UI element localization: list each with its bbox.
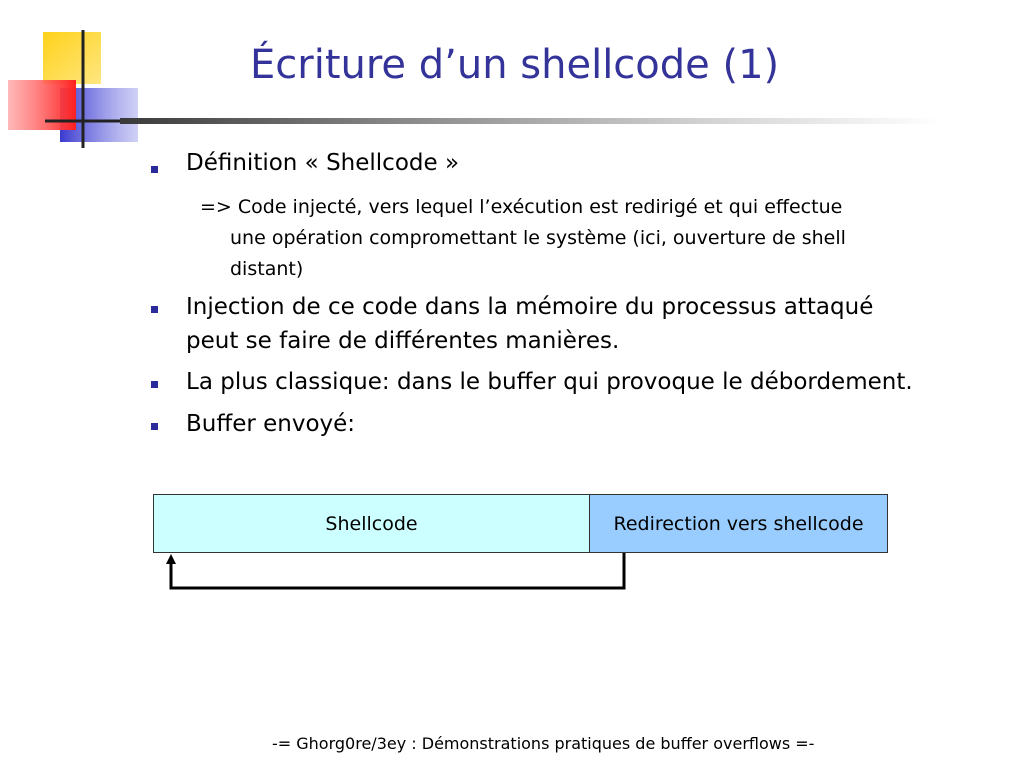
decorative-squares-logo xyxy=(0,0,150,150)
title-underline xyxy=(120,118,940,124)
bullet-marker xyxy=(151,306,158,313)
bullet-definition: Définition « Shellcode » xyxy=(186,150,460,176)
bullet-injection xyxy=(186,290,873,358)
bullet-marker xyxy=(151,381,158,388)
bullet-buffer-sent: Buffer envoyé: xyxy=(186,411,356,437)
slide-footer: -= Ghorg0re/3ey : Démonstrations pratiques de buffer overflows =- xyxy=(272,734,815,753)
bullet-marker xyxy=(151,423,158,430)
definition-line-2: une opération compromettant le système (ici, ouverture de shell xyxy=(230,227,846,249)
definition-line-1: => Code injecté, vers lequel l’exécution est redirigé et qui effectue xyxy=(200,196,843,218)
redirection-arrow xyxy=(150,550,650,600)
slide-title: Écriture d’un shellcode (1) xyxy=(250,42,780,88)
injection-line-2: peut se faire de différentes manières. xyxy=(186,328,620,354)
definition-line-3: distant) xyxy=(230,258,304,280)
definition-detail xyxy=(200,192,846,285)
injection-line-1: Injection de ce code dans la mémoire du processus attaqué xyxy=(186,294,874,320)
redirection-box: Redirection vers shellcode xyxy=(589,494,888,553)
shellcode-box: Shellcode xyxy=(153,494,590,553)
bullet-classic: La plus classique: dans le buffer qui provoque le débordement. xyxy=(186,369,913,395)
bullet-marker xyxy=(151,166,158,173)
